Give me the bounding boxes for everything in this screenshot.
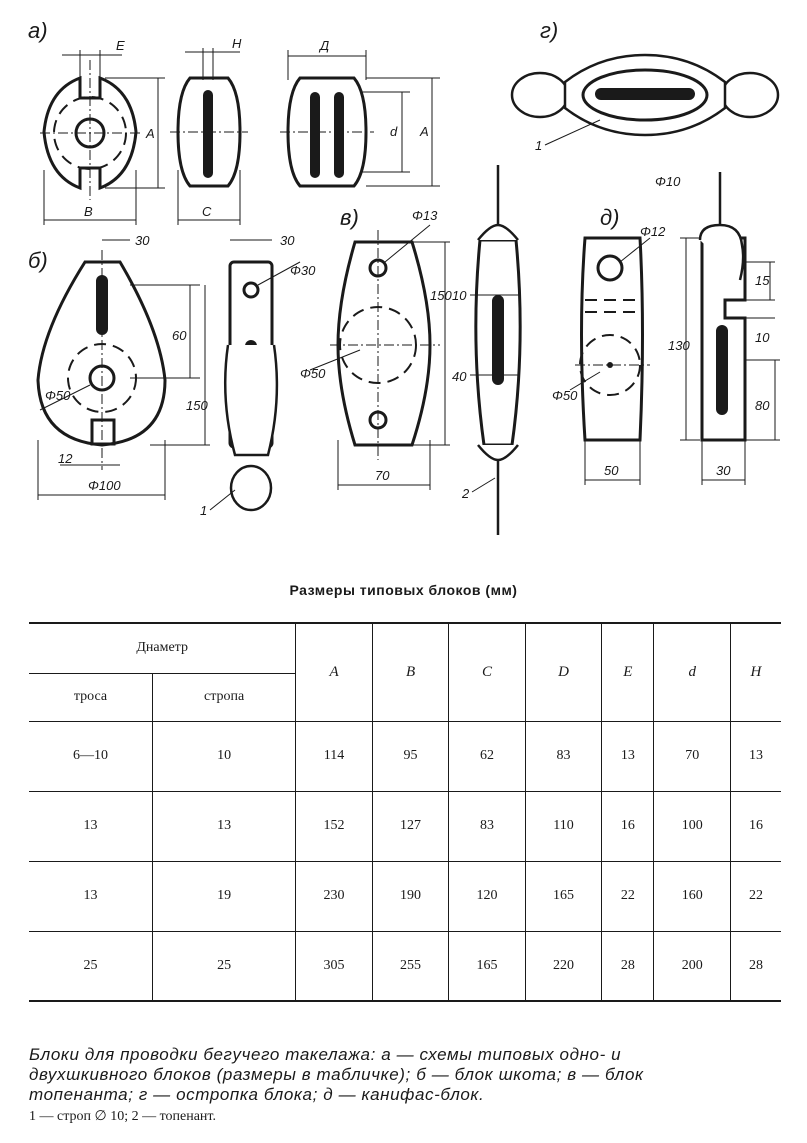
drawing-b-sheet-block <box>38 233 210 500</box>
header-col-D: D <box>525 623 602 721</box>
dim-b-30a: 30 <box>135 233 150 248</box>
table-cell: 114 <box>296 721 373 791</box>
table-cell: 28 <box>730 931 781 1001</box>
dim-d-phi10: Φ10 <box>655 174 681 189</box>
table-cell: 160 <box>654 861 731 931</box>
table-cell: 95 <box>372 721 449 791</box>
table-cell: 13 <box>730 721 781 791</box>
table-row <box>29 861 781 931</box>
dim-b-phi30: Φ30 <box>290 263 316 278</box>
table-title: Размеры типовых блоков (мм) <box>289 582 518 598</box>
table-cell: 16 <box>602 791 654 861</box>
table-header-row <box>29 623 781 673</box>
table-cell: 28 <box>602 931 654 1001</box>
table-cell: 13 <box>83 888 98 903</box>
dim-A-double: A <box>420 124 429 139</box>
table-cell: 165 <box>449 931 526 1001</box>
dim-A-single: A <box>146 126 155 141</box>
drawing-d-snatch-block <box>552 224 666 485</box>
table-cell: 120 <box>449 861 526 931</box>
label-g: г) <box>540 18 559 43</box>
dim-b-30b: 30 <box>280 233 295 248</box>
dim-b-150: 150 <box>186 398 208 413</box>
label-b: б) <box>28 248 48 273</box>
table-cell: 190 <box>372 861 449 931</box>
table-cell: 100 <box>654 791 731 861</box>
dim-v-40: 40 <box>452 369 467 384</box>
dim-v-150: 150 <box>430 288 452 303</box>
table-cell: 25 <box>152 931 295 1001</box>
table-cell: 22 <box>602 861 654 931</box>
table-cell: 70 <box>654 721 731 791</box>
dim-d-phi50: Φ50 <box>552 388 578 403</box>
caption-line: Блоки для проводки бегучего такелажа: а — схемы типовых одно- и <box>29 1045 622 1064</box>
dim-d-15: 15 <box>755 273 770 288</box>
table-cell: 220 <box>525 931 602 1001</box>
table-cell: 255 <box>372 931 449 1001</box>
table-row <box>29 931 781 1001</box>
dim-d-130: 130 <box>668 338 690 353</box>
drawing-a-single-block <box>40 38 165 225</box>
drawing-v-topping-lift-block <box>300 208 452 490</box>
header-col-H: H <box>730 623 781 721</box>
table-cell: 110 <box>525 791 602 861</box>
table-cell: 16 <box>730 791 781 861</box>
drawing-a-double-block <box>280 38 440 186</box>
figure-caption <box>29 1045 781 1105</box>
dim-b-60: 60 <box>172 328 187 343</box>
drawing-a-side-view <box>170 36 248 225</box>
dim-d-50: 50 <box>604 463 619 478</box>
dim-b-12: 12 <box>58 451 73 466</box>
dim-E: E <box>116 38 125 53</box>
table-cell: 10 <box>152 721 295 791</box>
caption-line: двухшкивного блоков (размеры в табличке); б — блок шкота; в — блок <box>29 1065 644 1084</box>
ref-g-1: 1 <box>535 138 543 153</box>
table-cell: 152 <box>296 791 373 861</box>
table-cell: 200 <box>654 931 731 1001</box>
header-rope: троса <box>29 673 152 721</box>
header-col-E: E <box>602 623 654 721</box>
drawing-d-side-view <box>655 172 780 485</box>
table-cell: 13 <box>152 791 295 861</box>
dim-D: Д <box>320 38 330 53</box>
header-col-C: C <box>449 623 526 721</box>
header-diameter: Днаметр <box>136 640 188 656</box>
table-row <box>29 791 781 861</box>
caption-note: 1 — строп ∅ 10; 2 — топенант. <box>29 1109 216 1124</box>
table-cell: 127 <box>372 791 449 861</box>
table-cell: 83 <box>449 791 526 861</box>
dim-b-phi50: Φ50 <box>45 388 71 403</box>
ref-b-1: 1 <box>200 503 208 518</box>
table-cell: 19 <box>152 861 295 931</box>
table-cell: 305 <box>296 931 373 1001</box>
drawing-g-stropped-block <box>512 55 778 153</box>
block-size-table <box>29 622 781 1002</box>
table-cell: 22 <box>730 861 781 931</box>
label-v: в) <box>340 205 359 230</box>
block-drawings <box>0 0 807 560</box>
table-cell: 25 <box>83 957 98 973</box>
table-cell: 6—10 <box>72 748 108 763</box>
header-sling: стропа <box>152 673 295 721</box>
dim-H: H <box>232 36 242 51</box>
table-cell: 13 <box>83 818 98 833</box>
dim-v-10: 10 <box>452 288 467 303</box>
header-col-B: B <box>372 623 449 721</box>
dim-B: B <box>84 204 93 219</box>
drawing-v-side-view <box>452 165 520 535</box>
label-a: а) <box>28 18 48 43</box>
table-cell: 13 <box>602 721 654 791</box>
table-cell: 83 <box>525 721 602 791</box>
table-cell: 62 <box>449 721 526 791</box>
table-row <box>29 721 781 791</box>
dim-d: d <box>390 124 398 139</box>
dim-C: C <box>202 204 212 219</box>
dim-d-80: 80 <box>755 398 770 413</box>
header-col-A: A <box>296 623 373 721</box>
table-cell: 165 <box>525 861 602 931</box>
label-d: д) <box>600 205 620 230</box>
dim-v-phi50: Φ50 <box>300 366 326 381</box>
dim-d-phi12: Φ12 <box>640 224 666 239</box>
dim-v-phi13: Φ13 <box>412 208 438 223</box>
header-col-d: d <box>654 623 731 721</box>
table-cell: 230 <box>296 861 373 931</box>
caption-line: топенанта; г — остропка блока; д — канифас-блок. <box>29 1085 485 1104</box>
dim-b-phi100: Φ100 <box>88 478 121 493</box>
drawing-b-side-view <box>200 233 316 518</box>
dim-d-30: 30 <box>716 463 731 478</box>
ref-v-2: 2 <box>462 486 470 501</box>
dim-v-70: 70 <box>375 468 390 483</box>
dim-d-10: 10 <box>755 330 770 345</box>
